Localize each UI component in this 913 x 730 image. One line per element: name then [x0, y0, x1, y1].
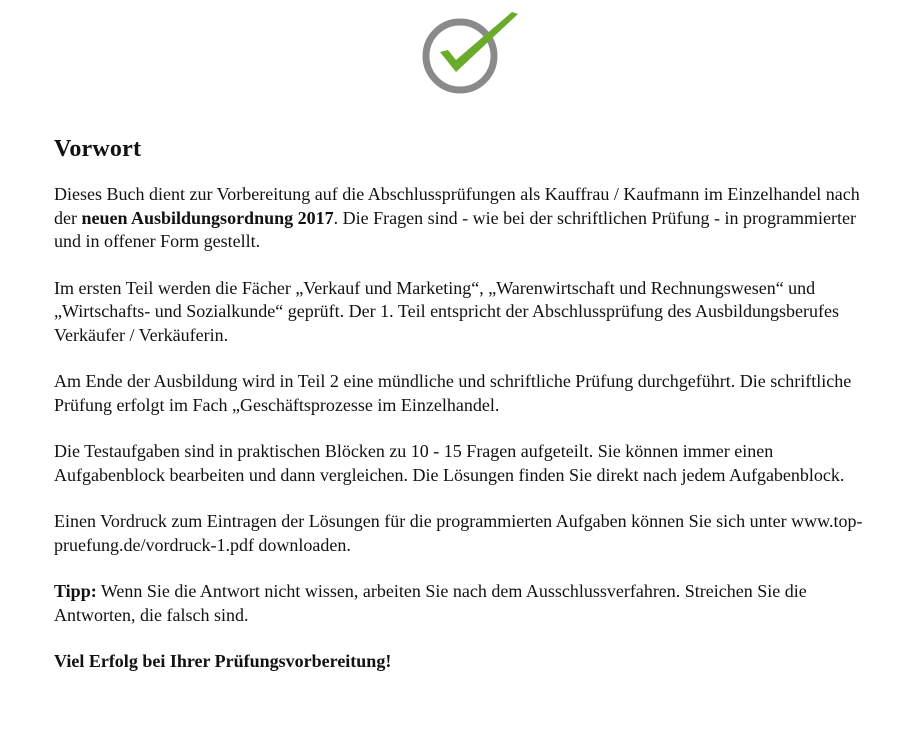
page-title: Vorwort: [54, 136, 142, 162]
paragraph-form-download: Einen Vordruck zum Eintragen der Lösungen für die programmierten Aufgaben können Sie sich unter www.top-pruefung.de/vordruck-1.pdf downloaden.: [54, 511, 863, 555]
paragraph-test-blocks: Die Testaufgaben sind in praktischen Blöcken zu 10 - 15 Fragen aufgeteilt. Sie können immer einen Aufgabenblock bearbeiten und dann vergleichen. Die Lösungen finden Sie direkt nach jedem Aufgabenblock.: [54, 441, 845, 485]
tip-label: Tipp:: [54, 581, 97, 601]
paragraph-tip: [54, 580, 874, 627]
intro-text-b: . Die Fragen sind - wie bei der schriftlichen Prüfung - in programmierter und in offener Form gestellt.: [54, 207, 856, 251]
paragraph-part-one: Im ersten Teil werden die Fächer „Verkauf und Marketing“, „Warenwirtschaft und Rechnungswesen“ und „Wirtschafts- und Sozialkunde“ geprüft. Der 1. Teil entspricht der Abschlussprüfung des Ausbildungsberufes Verkäufer / Verkäuferin.: [54, 277, 840, 345]
checkmark-logo-icon: [420, 12, 520, 98]
intro-bold: neuen Ausbildungsordnung 2017: [81, 207, 334, 228]
preface: [54, 136, 874, 674]
tip-text: Wenn Sie die Antwort nicht wissen, arbeiten Sie nach dem Ausschlussverfahren. Streichen Sie die Antworten, die falsch sind.: [54, 581, 807, 625]
paragraph-part-two: Am Ende der Ausbildung wird in Teil 2 eine mündliche und schriftliche Prüfung durchgeführt. Die schriftliche Prüfung erfolgt im Fach „Geschäftsprozesse im Einzelhandel.: [54, 371, 852, 415]
logo-circle: [426, 22, 494, 90]
closing-line: Viel Erfolg bei Ihrer Prüfungsvorbereitung!: [54, 651, 392, 671]
intro-text-a: Dieses Buch dient zur Vorbereitung auf die Abschlussprüfungen als Kauffrau / Kaufmann im Einzelhandel nach der: [54, 184, 860, 228]
paragraph-intro: [54, 183, 874, 254]
